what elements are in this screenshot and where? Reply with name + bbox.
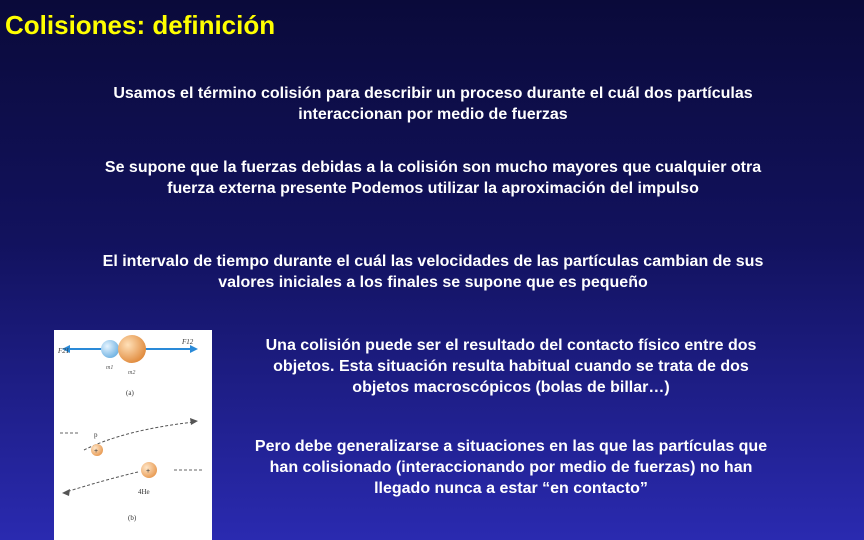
label-f21: F21 xyxy=(58,347,70,355)
label-m1: m1 xyxy=(106,365,114,371)
small-ball xyxy=(101,340,119,358)
label-part-b: (b) xyxy=(128,514,137,522)
paragraph-collision-definition: Usamos el término colisión para describir un proceso durante el cuál dos partículas interaccionan por medio de fuerzas xyxy=(113,85,753,123)
paragraph-time-interval: El intervalo de tiempo durante el cuál las velocidades de las partículas cambian de sus valores iniciales a los finales se supone que es pequeño xyxy=(102,253,764,291)
label-m2: m2 xyxy=(128,370,136,376)
label-he: 4He xyxy=(138,488,150,496)
label-plus-1: + xyxy=(94,448,99,455)
label-p: p xyxy=(94,431,98,439)
large-ball xyxy=(118,335,146,363)
trajectory-bottom-arrowhead xyxy=(62,489,70,496)
paragraph-impulse-approximation: Se supone que la fuerzas debidas a la colisión son mucho mayores que cualquier otra fuerza externa presente Podemos utilizar la aproximación del impulso xyxy=(104,159,762,197)
force-arrowhead-right xyxy=(190,345,198,353)
label-f12: F12 xyxy=(182,338,194,346)
collision-figure xyxy=(54,330,212,540)
trajectory-top-arrowhead xyxy=(190,418,198,425)
collision-figure-drawing xyxy=(54,330,212,540)
trajectory-bottom xyxy=(66,472,138,492)
label-part-a: (a) xyxy=(126,389,134,397)
paragraph-no-contact: Pero debe generalizarse a situaciones en las que las partículas que han colisionado (interaccionando por medio de fuerzas) no han llegado nunca a estar “en contacto” xyxy=(254,438,768,497)
paragraph-physical-contact: Una colisión puede ser el resultado del contacto físico entre dos objetos. Esta situación resulta habitual cuando se trata de dos objetos macroscópicos (bolas de billar…) xyxy=(265,337,757,396)
slide-title: Colisiones: definición xyxy=(5,10,276,40)
label-plus-2: + xyxy=(146,468,151,475)
